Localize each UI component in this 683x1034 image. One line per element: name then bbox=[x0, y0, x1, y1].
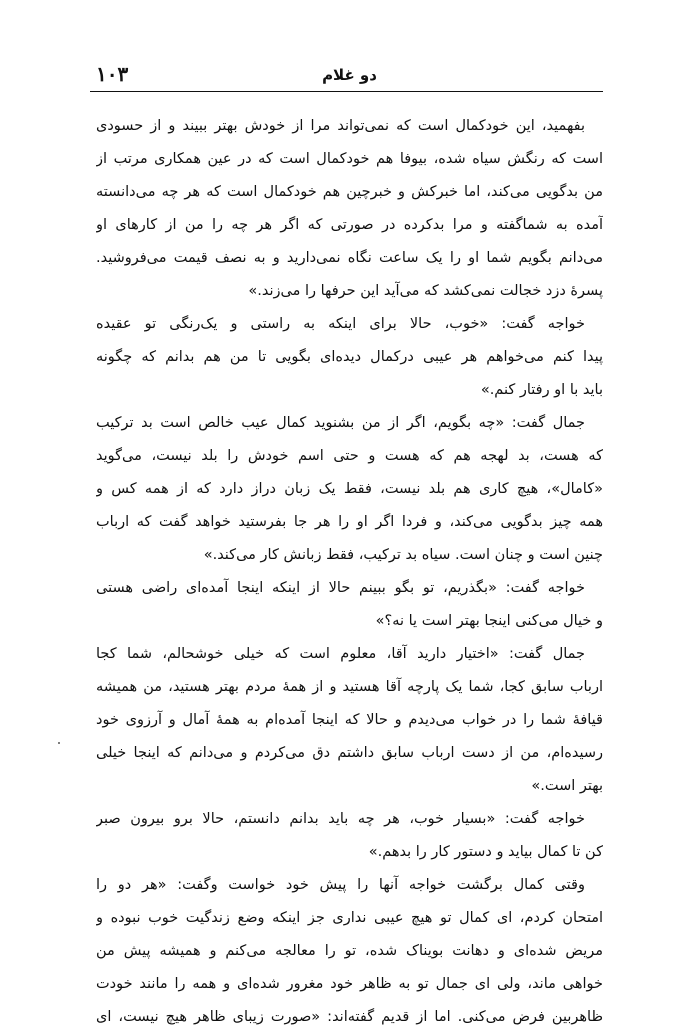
text-line: چنین است و چنان است. سیاه بد ترکیب، فقط زبانش کار می‌کند.» bbox=[203, 547, 603, 563]
text-line: و خیال می‌کنی اینجا بهتر است یا نه؟» bbox=[375, 613, 603, 629]
text-line: امتحان کردم، ای کمال تو هیچ عیبی نداری جز اینکه وضع زندگیت خوب نبوده و bbox=[96, 910, 603, 926]
text-line: است که رنگش سیاه شده، بیوفا هم خودکمال است که در عین همکاری مرتب از bbox=[96, 151, 603, 167]
text-line: همه چیز بدگویی می‌کند، و فردا اگر او را هر جا بفرستید خواهد گفت که ارباب bbox=[96, 514, 603, 530]
text-line: آمده به شماگفته و مرا بدکرده در صورتی که اگر هر چه را من از کارهای او bbox=[96, 217, 603, 233]
paragraph bbox=[96, 110, 603, 308]
text-line: رسیده‌ام، من از دست ارباب سابق داشتم دق می‌کردم و می‌دانم که اینجا خیلی bbox=[96, 745, 603, 761]
paragraph bbox=[96, 572, 603, 638]
text-line: باید با او رفتار کنم.» bbox=[480, 382, 603, 398]
text-line: قیافهٔ شما را در خواب می‌دیدم و حالا که اینجا آمده‌ام به همهٔ آمال و آرزوی خود bbox=[96, 712, 603, 728]
paragraph bbox=[96, 869, 603, 1034]
paragraph bbox=[96, 638, 603, 803]
text-line: پیدا کنم می‌خواهم هر عیبی درکمال دیده‌ای بگویی تا من هم بدانم که چگونه bbox=[96, 349, 603, 365]
page-body-text bbox=[96, 110, 603, 1034]
text-line: جمال گفت: «چه بگویم، اگر از من بشنوید کمال عیب خالص است بد ترکیب bbox=[96, 415, 585, 431]
text-line: من بدگویی می‌کند، اما خبرکش و خبرچین هم خودکمال است که هر چه می‌دانسته bbox=[96, 184, 603, 200]
text-line: خواهی ماند، ولی ای جمال تو به ظاهر خود مغرور شده‌ای و همه را مانند خودت bbox=[96, 976, 603, 992]
text-line: مریض شده‌ای و دهانت بویناک شده، تو را معالجه می‌کنم و همیشه پیش من bbox=[96, 943, 603, 959]
paragraph bbox=[96, 803, 603, 869]
text-line: بهتر است.» bbox=[531, 778, 603, 794]
page-number: ۱۰۳ bbox=[96, 62, 129, 86]
text-line: که هست، بد لهجه هم که هست و حتی اسم خودش را بلد نیست، می‌گوید bbox=[96, 448, 603, 464]
header-rule bbox=[90, 91, 603, 92]
text-line: «کامال»، هیچ کاری هم بلد نیست، فقط یک زبان دراز دارد که از همه کس و bbox=[96, 481, 603, 497]
text-line: بفهمید، این خودکمال است که نمی‌تواند مرا از خودش بهتر ببیند و از حسودی bbox=[96, 118, 585, 134]
margin-speck bbox=[58, 742, 60, 744]
text-line: خواجه گفت: «بسیار خوب، هر چه باید بدانم دانستم، حالا برو بیرون صبر bbox=[96, 811, 585, 827]
text-line: وقتی کمال برگشت خواجه آنها را پیش خود خواست وگفت: «هر دو را bbox=[96, 877, 585, 893]
running-title: دو غلام bbox=[322, 66, 377, 84]
text-line: جمال گفت: «اختیار دارید آقا، معلوم است که خیلی خوشحالم، شما کجا bbox=[96, 646, 585, 662]
text-line: خواجه گفت: «خوب، حالا برای اینکه به راستی و یک‌رنگی تو عقیده bbox=[96, 316, 585, 332]
text-line: خواجه گفت: «بگذریم، تو بگو ببینم حالا از اینکه اینجا آمده‌ای راضی هستی bbox=[96, 580, 585, 596]
paragraph bbox=[96, 308, 603, 407]
page-header bbox=[96, 60, 603, 90]
text-line: می‌دانم بگویم شما او را یک ساعت نگاه نمی‌دارید و به نصف قیمت می‌فروشید. bbox=[96, 250, 603, 266]
text-line: ظاهربین فرض می‌کنی. اما از قدیم گفته‌اند: «صورت زیبای ظاهر هیچ نیست، ای bbox=[96, 1009, 603, 1025]
text-line: پسرهٔ دزد خجالت نمی‌کشد که می‌آید این حرفها را می‌زند.» bbox=[248, 283, 603, 299]
text-line: ارباب سابق کجا، شما یک پارچه آقا هستید و از همهٔ مردم بهتر هستید، من همیشه bbox=[96, 679, 603, 695]
paragraph bbox=[96, 407, 603, 572]
text-line: کن تا کمال بیاید و دستور کار را بدهم.» bbox=[368, 844, 603, 860]
